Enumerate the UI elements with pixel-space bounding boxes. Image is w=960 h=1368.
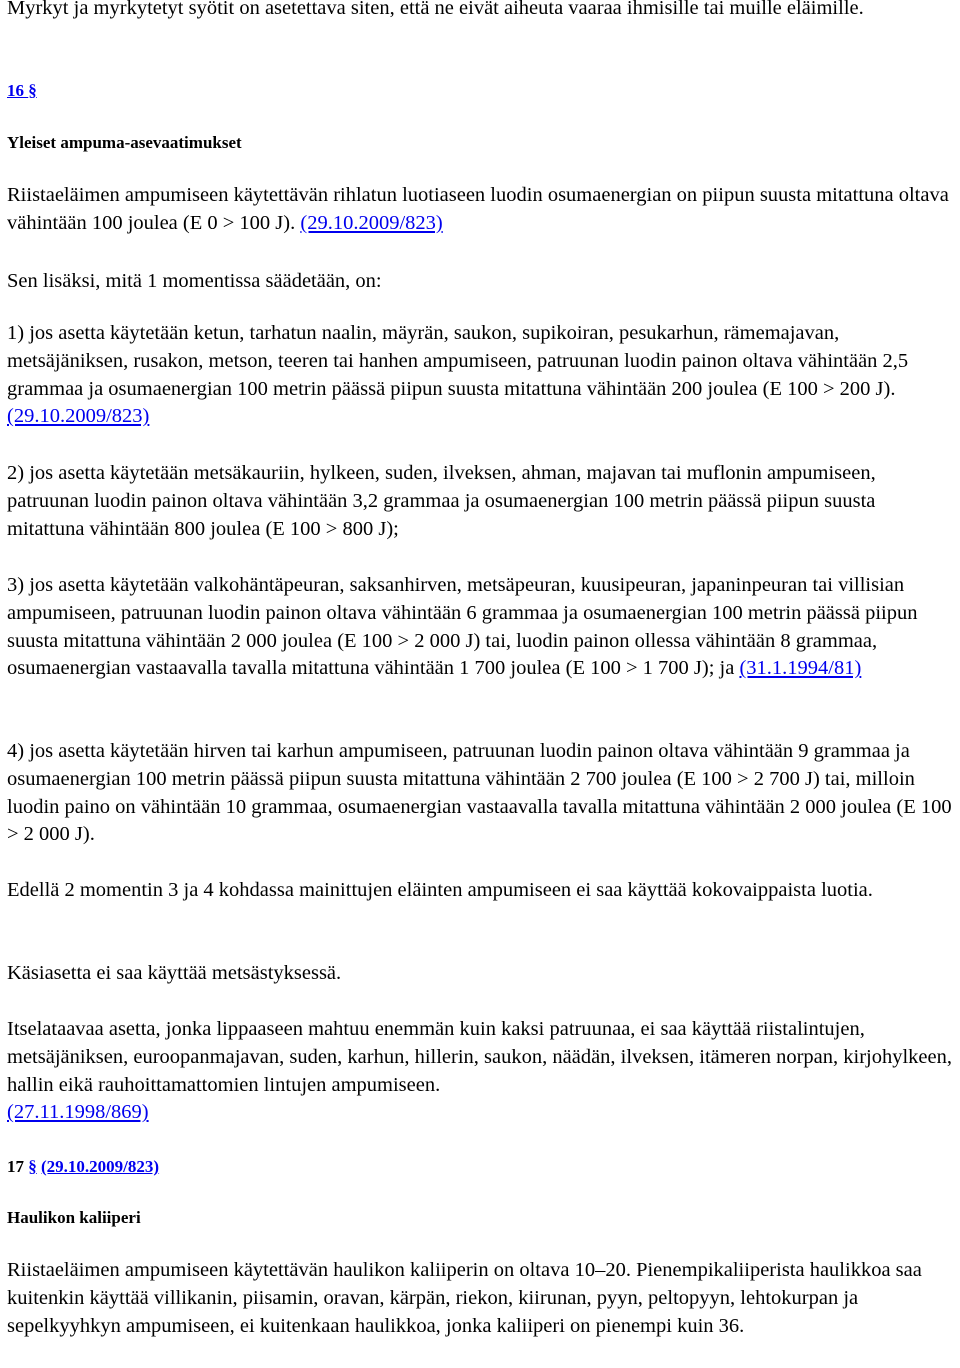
section-17-heading: 17 § (29.10.2009/823) [7,1157,160,1176]
amendment-link[interactable]: (31.1.1994/81) [739,657,862,680]
paragraph-in-addition: Sen lisäksi, mitä 1 momentissa säädetään, on: [7,270,382,292]
section-16-title: Yleiset ampuma-asevaatimukset [7,133,242,152]
paragraph-semi-automatic: Itselataavaa asetta, jonka lippaaseen mahtuu enemmän kuin kaksi patruunaa, ei saa käyttää riistalintujen, metsäjäniksen, euroopanmajavan, suden, karhun, hillerin, saukon, näädän, ilveksen, itämeren norpan, kirjohylkeen, hallin eikä rauhoittamattomien lintujen ampumiseen. (27.11.1998/869) [7,1018,952,1124]
paragraph-full-metal-jacket: Edellä 2 momentin 3 ja 4 kohdassa mainittujen eläinten ampumiseen ei saa käyttää kokovaippaista luotia. [7,879,873,901]
paragraph-shotgun-caliber: Riistaeläimen ampumiseen käytettävän haulikon kaliiperin on oltava 10–20. Pienempikaliiperista haulikkoa saa kuitenkin käyttää villikanin, piisamin, oravan, kärpän, riekon, kiirunan, pyyn, peltopyyn, lehtokurpan ja sepelkyyhkyn ampumiseen, ei kuitenkaan haulikkoa, jonka kaliiperi on pienempi kuin 36. [7,1259,922,1337]
paragraph-rifle-energy: Riistaeläimen ampumiseen käytettävän rihlatun luotiaseen luodin osumaenergian on piipun suusta mitattuna oltava vähintään 100 joulea (E 0 > 100 J). (29.10.2009/823) [7,184,949,234]
list-item-4: 4) jos asetta käytetään hirven tai karhun ampumiseen, patruunan luodin painon oltava vähintään 9 grammaa ja osumaenergian 100 metrin päässä piipun suusta mitattuna vähintään 2 700 joulea (E 100 > 2 700 J) tai, milloin luodin paino on vähintään 10 grammaa, osumaenergian vastaavalla tavalla mitattuna vähintään 2 000 joulea (E 100 > 2 000 J). [7,740,952,846]
paragraph-handgun: Käsiasetta ei saa käyttää metsästyksessä. [7,962,342,984]
list-item-3: 3) jos asetta käytetään valkohäntäpeuran, saksanhirven, metsäpeuran, kuusipeuran, japaninpeuran tai villisian ampumiseen, patruunan luodin painon oltava vähintään 6 grammaa ja osumaenergian 100 metrin päässä piipun suusta mitattuna vähintään 2 000 joulea (E 100 > 2 000 J) tai, luodin painon ollessa vähintään 8 grammaa, osumaenergian vastaavalla tavalla mitattuna vähintään 1 700 joulea (E 100 > 1 700 J); ja (31.1.1994/81) [7,574,918,680]
amendment-link[interactable]: (29.10.2009/823) [300,211,443,234]
list-item-2: 2) jos asetta käytetään metsäkauriin, hylkeen, suden, ilveksen, ahman, majavan tai muflonin ampumiseen, patruunan luodin painon oltava vähintään 3,2 grammaa ja osumaenergian 100 metrin päässä piipun suusta mitattuna vähintään 800 joulea (E 100 > 800 J); [7,462,876,540]
section-17-title: Haulikon kaliiperi [7,1208,141,1227]
amendment-link[interactable]: (29.10.2009/823) [41,1157,160,1176]
section-17-link[interactable]: § [28,1157,37,1176]
list-item-1: 1) jos asetta käytetään ketun, tarhatun naalin, mäyrän, saukon, supikoiran, pesukarhun, rämemajavan, metsäjäniksen, rusakon, metson, teeren tai hanhen ampumiseen, patruunan luodin painon oltava vähintään 2,5 grammaa ja osumaenergian 100 metrin päässä piipun suusta mitattuna vähintään 200 joulea (E 100 > 200 J). (29.10.2009/823) [7,322,909,428]
amendment-link[interactable]: (27.11.1998/869) [7,1101,149,1124]
amendment-link[interactable]: (29.10.2009/823) [7,405,150,428]
section-16-link[interactable]: 16 § [7,81,37,100]
paragraph-poisoned-baits: Myrkyt ja myrkytetyt syötit on asetettava siten, että ne eivät aiheuta vaaraa ihmisille tai muille eläimille. [7,0,864,19]
section-16-heading [7,80,956,102]
